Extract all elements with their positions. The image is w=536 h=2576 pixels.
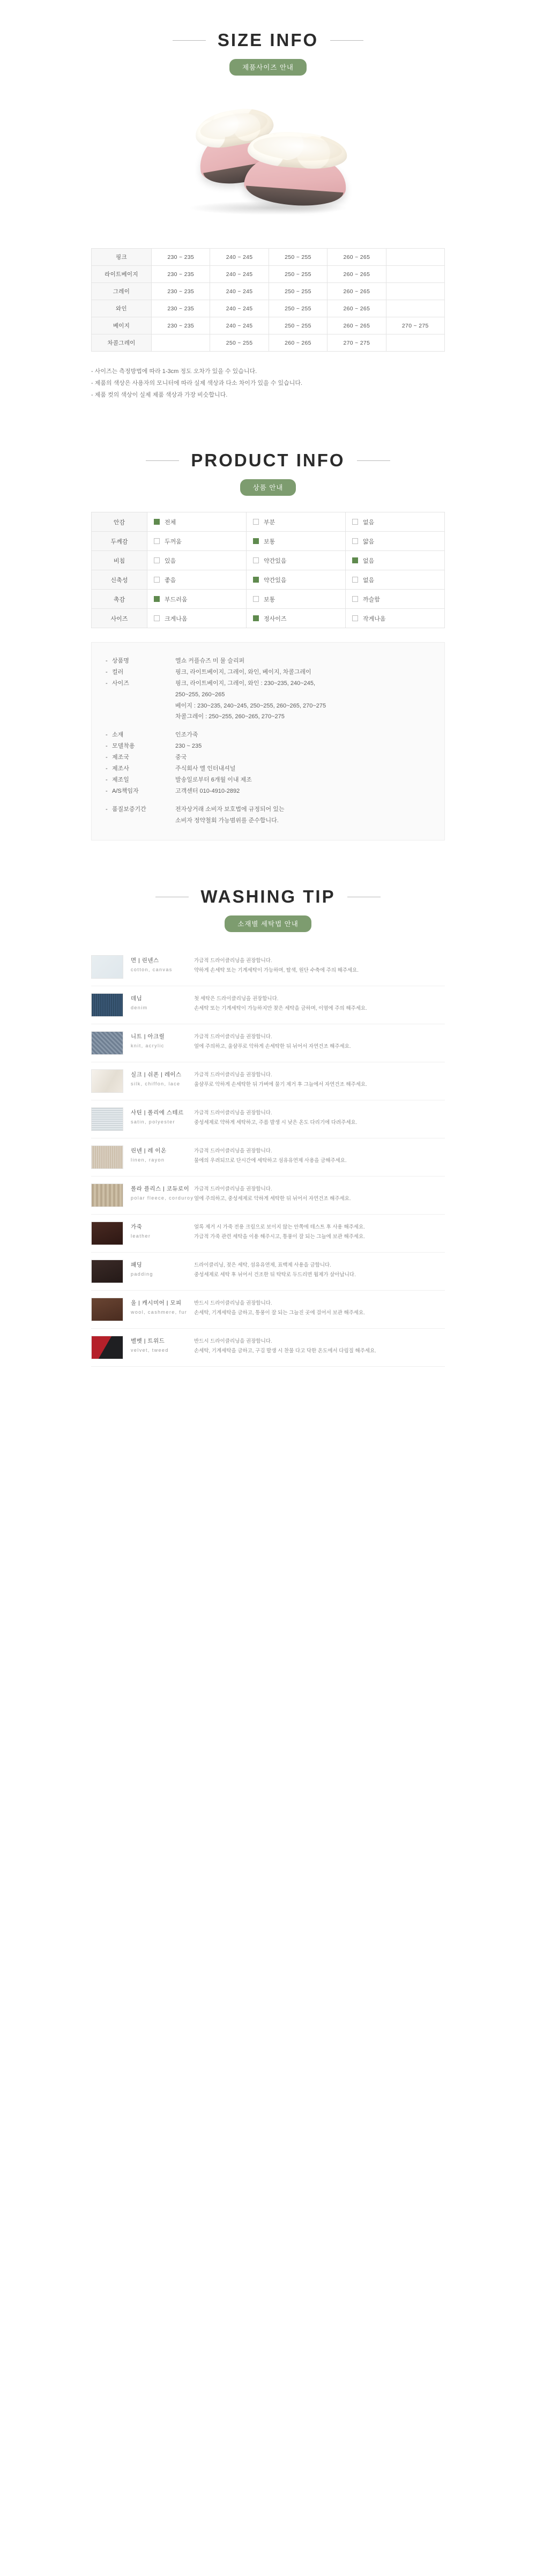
list-item <box>91 1177 445 1215</box>
size-cell: 240 ~ 245 <box>210 266 269 283</box>
size-cell: 240 ~ 245 <box>210 249 269 266</box>
spec-key-label: 컬러 <box>112 668 124 675</box>
size-note: - 제품 컷의 색상이 실제 제품 색상과 가장 비슷합니다. <box>91 392 228 398</box>
attribute-option[interactable] <box>147 590 247 609</box>
fabric-care-text <box>194 1069 445 1093</box>
attribute-option[interactable] <box>346 590 445 609</box>
spec-key-label: 제조일 <box>112 776 129 783</box>
table-row <box>92 609 445 628</box>
fabric-swatch <box>91 1260 123 1283</box>
fabric-care-text <box>194 1145 445 1169</box>
size-cell: 260 ~ 265 <box>327 300 386 317</box>
list-item <box>91 1024 445 1062</box>
fabric-care-line: 약하게 손세탁 또는 기계세탁이 가능하며, 탈색, 원단 수축에 주의 해주세요. <box>194 967 359 974</box>
rule-right <box>330 40 363 41</box>
checkbox-empty-icon[interactable] <box>253 596 259 602</box>
list-item <box>91 948 445 986</box>
table-row <box>92 266 445 283</box>
spec-key: - 제조사 <box>106 765 129 772</box>
spec-row <box>106 741 430 752</box>
fabric-name-en: padding <box>131 1271 153 1277</box>
attribute-option-label: 보통 <box>264 538 276 545</box>
table-row <box>92 300 445 317</box>
spec-value-line: 전자상거래 소비자 보호법에 규정되어 있는 <box>175 806 285 813</box>
fabric-care-line: 얼에 주의하고, 울샴푸로 악하게 손세탁한 뒤 뉘어서 자연건조 해주세요. <box>194 1044 351 1050</box>
size-cell <box>386 249 444 266</box>
size-row-label: 베이지 <box>92 317 152 334</box>
size-cell: 250 ~ 255 <box>269 317 327 334</box>
spec-value-line: 250~255, 260~265 <box>175 691 225 698</box>
size-cell <box>152 334 210 352</box>
checkbox-checked-icon[interactable] <box>352 557 358 563</box>
spec-value-line: 핑크, 라이트베이지, 그레이, 와인, 베이지, 차콜그레이 <box>175 668 311 675</box>
fabric-name-en: velvet, tweed <box>131 1347 169 1353</box>
size-cell: 270 ~ 275 <box>327 334 386 352</box>
spec-gap <box>106 797 430 804</box>
spec-key: - A/S책임자 <box>106 787 139 794</box>
size-cell <box>386 300 444 317</box>
fabric-name-kr: 니트 | 아크릴 <box>131 1033 165 1040</box>
spec-key-label: 제조사 <box>112 765 129 772</box>
fabric-care-line: 손세탁, 기계세탁을 금하고, 통풍이 잘 되는 그늘진 곳에 걸어서 보관 해주세요. <box>194 1310 365 1316</box>
size-cell: 240 ~ 245 <box>210 283 269 300</box>
table-row <box>92 249 445 266</box>
fabric-name <box>123 1107 194 1131</box>
list-item <box>91 1100 445 1138</box>
checkbox-empty-icon[interactable] <box>352 519 358 525</box>
spec-list <box>91 642 445 840</box>
fabric-name-en: polar fleece, corduroy <box>131 1195 194 1201</box>
checkbox-empty-icon[interactable] <box>154 615 160 621</box>
fabric-name-en: wool, cashmere, fur <box>131 1309 188 1315</box>
spec-row <box>106 667 430 678</box>
attribute-label: 비침 <box>92 551 147 570</box>
size-table-container <box>91 248 445 352</box>
attribute-option[interactable] <box>147 532 247 551</box>
fabric-name-kr: 가죽 <box>131 1224 143 1231</box>
spec-value <box>175 729 430 741</box>
spec-key-label: 모델착용 <box>112 743 135 750</box>
size-cell: 240 ~ 245 <box>210 300 269 317</box>
table-row <box>92 570 445 590</box>
fabric-name-en: leather <box>131 1233 151 1239</box>
attribute-option[interactable] <box>247 570 346 590</box>
size-cell: 260 ~ 265 <box>327 283 386 300</box>
spec-key: - 제조일 <box>106 776 129 783</box>
table-row <box>92 334 445 352</box>
size-cell: 250 ~ 255 <box>269 249 327 266</box>
fabric-name-kr: 폴라 플리스 | 코듀로이 <box>131 1186 190 1193</box>
section-spacer <box>0 840 536 887</box>
fabric-name-kr: 데님 <box>131 995 143 1002</box>
attribute-table <box>91 512 445 628</box>
size-cell: 260 ~ 265 <box>269 334 327 352</box>
checkbox-checked-icon[interactable] <box>154 519 160 525</box>
list-item <box>91 1329 445 1367</box>
checkbox-checked-icon[interactable] <box>253 577 259 583</box>
fabric-care-line: 가급적 드라이클리닝을 권장합니다. <box>194 958 272 964</box>
fabric-name-en: silk, chiffon, lace <box>131 1081 181 1087</box>
size-info-title: SIZE INFO <box>217 30 319 50</box>
slipper-front <box>243 122 350 209</box>
fabric-care-line: 울샴푸로 악하게 손세탁한 뒤 가벼에 물기 제거 후 그늘에서 자연건조 해주세요. <box>194 1082 367 1088</box>
fabric-care-text <box>194 1183 445 1207</box>
list-item <box>91 1062 445 1100</box>
fabric-care-line: 가급적 드라이클리닝을 권장합니다. <box>194 1034 272 1040</box>
fabric-care-text <box>194 1298 445 1321</box>
attribute-label: 사이즈 <box>92 609 147 628</box>
attribute-option[interactable] <box>346 532 445 551</box>
attribute-option[interactable] <box>247 551 346 570</box>
attribute-option-label: 있음 <box>165 557 176 564</box>
fabric-name <box>123 1298 194 1321</box>
size-cell: 260 ~ 265 <box>327 249 386 266</box>
attribute-option-label: 보통 <box>264 596 276 603</box>
attribute-option-label: 없음 <box>363 519 375 526</box>
size-cell: 250 ~ 255 <box>210 334 269 352</box>
spec-row <box>106 775 430 786</box>
spec-value-line: 엘쇼 커플슈즈 미 뮬 슬리퍼 <box>175 658 245 664</box>
attribute-option[interactable] <box>346 551 445 570</box>
size-cell <box>386 266 444 283</box>
fabric-name <box>123 1336 194 1359</box>
fabric-name-kr: 울 | 캐시미어 | 모피 <box>131 1300 182 1307</box>
fabric-care-text <box>194 1107 445 1131</box>
attribute-label: 신축성 <box>92 570 147 590</box>
size-cell <box>386 334 444 352</box>
spec-key-label: 소재 <box>112 732 124 739</box>
fabric-swatch <box>91 993 123 1017</box>
attribute-table-container <box>91 512 445 628</box>
fabric-care-text <box>194 1031 445 1055</box>
checkbox-checked-icon[interactable] <box>253 538 259 544</box>
spec-value-line: 중국 <box>175 754 187 761</box>
spec-value <box>175 667 430 678</box>
spec-value-line: 인조가죽 <box>175 732 198 739</box>
checkbox-checked-icon[interactable] <box>154 596 160 602</box>
fabric-name <box>123 1222 194 1245</box>
washing-tip-title: WASHING TIP <box>200 887 336 907</box>
fabric-name-kr: 린넨 | 레 이온 <box>131 1148 167 1155</box>
spec-key-label: 상품명 <box>112 658 129 664</box>
attribute-option-label: 정사이즈 <box>264 615 287 622</box>
size-row-label: 라이트베이지 <box>92 266 152 283</box>
attribute-option-label: 부드러움 <box>165 596 188 603</box>
fabric-care-line: 가급적 드라이클리닝을 권장합니다. <box>194 1072 272 1078</box>
spec-value <box>175 741 430 752</box>
top-spacer <box>0 0 536 30</box>
checkbox-checked-icon[interactable] <box>253 615 259 621</box>
fabric-swatch <box>91 1031 123 1055</box>
table-row <box>92 512 445 532</box>
spec-gap <box>106 723 430 729</box>
table-row <box>92 590 445 609</box>
spec-value-line: 베이지 : 230~235, 240~245, 250~255, 260~265, 270~275 <box>175 702 326 709</box>
attribute-option-label: 얇음 <box>363 538 375 545</box>
attribute-option-label: 크게나옴 <box>165 615 188 622</box>
fabric-name-kr: 패딩 <box>131 1262 143 1269</box>
fabric-name-kr: 실크 | 쉬폰 | 레이스 <box>131 1071 182 1078</box>
spec-key: - 소재 <box>106 732 124 739</box>
fabric-swatch <box>91 1069 123 1093</box>
size-row-label: 차콜그레이 <box>92 334 152 352</box>
fabric-care-line: 첫 세탁은 드라이클리닝을 권장합니다. <box>194 996 279 1002</box>
spec-key-label: 품질보증기간 <box>112 806 146 813</box>
spec-key: - 제조국 <box>106 754 129 761</box>
attribute-option[interactable] <box>247 590 346 609</box>
attribute-option[interactable] <box>147 609 247 628</box>
spec-value <box>175 804 430 827</box>
fabric-name-en: cotton, canvas <box>131 967 173 973</box>
list-item <box>91 1138 445 1177</box>
washing-tip-heading <box>0 887 536 932</box>
attribute-label: 안감 <box>92 512 147 532</box>
spec-value <box>175 678 430 723</box>
attribute-option[interactable] <box>147 570 247 590</box>
spec-key: - 품질보증기간 <box>106 806 146 813</box>
bottom-spacer <box>0 1367 536 1388</box>
checkbox-empty-icon[interactable] <box>352 577 358 583</box>
table-row <box>92 283 445 300</box>
fabric-name <box>123 1069 194 1093</box>
product-info-heading <box>0 450 536 496</box>
size-notes <box>91 366 445 401</box>
spec-key: - 사이즈 <box>106 680 129 687</box>
spec-key: - 컬러 <box>106 668 124 675</box>
attribute-option-label: 좋음 <box>165 577 176 584</box>
spec-value <box>175 763 430 775</box>
spec-row <box>106 804 430 827</box>
size-cell: 230 ~ 235 <box>152 317 210 334</box>
spec-row <box>106 763 430 775</box>
product-info-title: PRODUCT INFO <box>191 450 345 470</box>
table-row <box>92 532 445 551</box>
fabric-name <box>123 955 194 979</box>
size-cell: 230 ~ 235 <box>152 283 210 300</box>
attribute-label: 두께감 <box>92 532 147 551</box>
spec-value-line: 230 ~ 235 <box>175 743 202 750</box>
fabric-care-line: 손세탁, 기계세탁을 금하고, 구김 발생 시 찬물 다고 닥한 온도에서 다림질 해주세요. <box>194 1348 376 1354</box>
fabric-care-text <box>194 955 445 979</box>
spec-key-label: 제조국 <box>112 754 129 761</box>
fabric-name <box>123 1260 194 1283</box>
checkbox-empty-icon[interactable] <box>352 538 358 544</box>
list-item <box>91 986 445 1024</box>
fabric-swatch <box>91 955 123 979</box>
rule-left <box>173 40 206 41</box>
checkbox-empty-icon[interactable] <box>253 557 259 563</box>
fabric-care-line: 드라이클리닝, 젖은 세탁, 섬유유연제, 표백제 사용을 금합니다. <box>194 1262 331 1269</box>
fabric-care-line: 중성세제로 세탁 후 뉘어서 건조한 뒤 탁탁로 두드리면 웜제가 살아납니다. <box>194 1272 356 1278</box>
fabric-name-en: linen, rayon <box>131 1157 165 1163</box>
fabric-name <box>123 1145 194 1169</box>
fabric-care-line: 얼록 제거 시 가죽 전용 크림으로 보이지 않는 안쪽에 테스트 후 사용 해주세요. <box>194 1224 365 1231</box>
spec-row <box>106 729 430 741</box>
spec-key: - 모델착용 <box>106 743 135 750</box>
spec-row <box>106 752 430 763</box>
size-cell: 270 ~ 275 <box>386 317 444 334</box>
checkbox-empty-icon[interactable] <box>154 557 160 563</box>
checkbox-empty-icon[interactable] <box>154 538 160 544</box>
fabric-care-line: 가급적 드라이클리닝을 권장합니다. <box>194 1186 272 1193</box>
fabric-name-kr: 벨벳 | 트위드 <box>131 1338 165 1345</box>
spec-value <box>175 786 430 797</box>
attribute-option-label: 작게나옴 <box>363 615 386 622</box>
spec-row <box>106 656 430 667</box>
fabric-care-text <box>194 1222 445 1245</box>
spec-row <box>106 678 430 723</box>
size-cell: 240 ~ 245 <box>210 317 269 334</box>
size-cell: 250 ~ 255 <box>269 266 327 283</box>
spec-row <box>106 786 430 797</box>
spec-value-line: 차콜그레이 : 250~255, 260~265, 270~275 <box>175 713 285 720</box>
fabric-swatch <box>91 1298 123 1321</box>
fabric-name <box>123 1031 194 1055</box>
fabric-name-kr: 사틴 | 폴리에 스테르 <box>131 1110 184 1116</box>
product-info-subtitle: 상품 안내 <box>240 479 296 496</box>
size-cell: 230 ~ 235 <box>152 266 210 283</box>
attribute-option-label: 두꺼움 <box>165 538 182 545</box>
size-info-heading <box>0 30 536 76</box>
size-row-label: 그레이 <box>92 283 152 300</box>
size-row-label: 핑크 <box>92 249 152 266</box>
attribute-label: 촉감 <box>92 590 147 609</box>
fabric-care-text <box>194 993 445 1017</box>
checkbox-empty-icon[interactable] <box>154 577 160 583</box>
fabric-name-en: satin, polyester <box>131 1119 175 1125</box>
rule-right <box>357 460 390 461</box>
fabric-care-line: 얼에 주의하고, 중성세제로 악하게 세탁한 뒤 뉘어서 자연건조 해주세요. <box>194 1196 351 1202</box>
fabric-care-line: 가급적 드라이클리닝을 권장합니다. <box>194 1110 272 1116</box>
attribute-option[interactable] <box>147 551 247 570</box>
checkbox-empty-icon[interactable] <box>352 615 358 621</box>
spec-value <box>175 752 430 763</box>
size-table <box>91 248 445 352</box>
washing-tip-list <box>91 948 445 1367</box>
fabric-name-en: denim <box>131 1005 148 1011</box>
fabric-swatch <box>91 1107 123 1131</box>
fabric-care-line: 손세탁 또는 기계세탁이 가능하지만 찾은 세탁을 금하며, 이염에 주의 해주세요. <box>194 1006 367 1012</box>
fabric-swatch <box>91 1222 123 1245</box>
size-cell: 260 ~ 265 <box>327 317 386 334</box>
checkbox-empty-icon[interactable] <box>352 596 358 602</box>
fabric-swatch <box>91 1183 123 1207</box>
product-hero-image <box>0 98 536 232</box>
attribute-option-label: 까슬함 <box>363 596 380 603</box>
size-cell: 230 ~ 235 <box>152 249 210 266</box>
spec-value <box>175 775 430 786</box>
checkbox-empty-icon[interactable] <box>253 519 259 525</box>
list-item <box>91 1253 445 1291</box>
fabric-care-text <box>194 1336 445 1359</box>
size-info-subtitle: 제품사이즈 안내 <box>229 59 307 76</box>
attribute-option[interactable] <box>346 609 445 628</box>
size-cell: 250 ~ 255 <box>269 300 327 317</box>
size-row-label: 와인 <box>92 300 152 317</box>
fabric-swatch <box>91 1145 123 1169</box>
attribute-option[interactable] <box>247 532 346 551</box>
attribute-option[interactable] <box>247 512 346 532</box>
attribute-option[interactable] <box>247 609 346 628</box>
fabric-care-line: 반드시 드라이클리닝을 권장합니다. <box>194 1300 272 1307</box>
attribute-option[interactable] <box>346 512 445 532</box>
table-row <box>92 551 445 570</box>
size-cell: 250 ~ 255 <box>269 283 327 300</box>
spec-value-line: 발송일로부터 6개월 이내 제조 <box>175 776 252 783</box>
spec-value-line: 핑크, 라이트베이지, 그레이, 와인 : 230~235, 240~245, <box>175 680 316 687</box>
size-cell <box>386 283 444 300</box>
size-cell: 230 ~ 235 <box>152 300 210 317</box>
spec-value-line: 고객센터 010-4910-2892 <box>175 787 240 794</box>
attribute-option[interactable] <box>147 512 247 532</box>
fabric-care-line: 가급적 가죽 관련 세탁을 이용 해주시고, 통풍이 잘 되는 그늘에 보관 해주세요. <box>194 1234 365 1240</box>
attribute-option[interactable] <box>346 570 445 590</box>
size-cell: 260 ~ 265 <box>327 266 386 283</box>
attribute-option-label: 약간있음 <box>264 577 287 584</box>
fabric-name <box>123 993 194 1017</box>
fabric-name-en: knit, acrylic <box>131 1043 165 1049</box>
attribute-option-label: 부분 <box>264 519 276 526</box>
attribute-option-label: 약간있음 <box>264 557 287 564</box>
section-spacer <box>0 401 536 450</box>
list-item <box>91 1215 445 1253</box>
fabric-name <box>123 1183 194 1207</box>
washing-tip-subtitle: 소재별 세탁법 안내 <box>225 915 311 932</box>
fabric-care-line: 중성세제로 약하게 세탁하고, 주름 발생 시 낮은 온도 다리기에 다려주세요. <box>194 1120 358 1126</box>
spec-key-label: 사이즈 <box>112 680 129 687</box>
size-note: - 제품의 색상은 사용자의 모니터에 따라 실제 색상과 다소 차이가 있을 수 있습니다. <box>91 380 303 386</box>
attribute-option-label: 없음 <box>363 557 375 564</box>
spec-key-label: A/S책임자 <box>112 787 139 794</box>
fabric-care-text <box>194 1260 445 1283</box>
attribute-option-label: 없음 <box>363 577 375 584</box>
fabric-care-line: 반드시 드라이클리닝을 권장합니다. <box>194 1338 272 1345</box>
spec-value <box>175 656 430 667</box>
fabric-care-line: 가급적 드라이클리닝을 권장합니다. <box>194 1148 272 1155</box>
table-row <box>92 317 445 334</box>
attribute-option-label: 전체 <box>165 519 176 526</box>
size-note: - 사이즈는 측정방법에 따라 1-3cm 정도 오차가 있을 수 있습니다. <box>91 368 257 375</box>
spec-value-line: 주식회사 엘 인터내셔널 <box>175 765 236 772</box>
spec-value-line: 소비자 정약철회 가능범위를 준수합니다. <box>175 817 279 824</box>
fabric-name-kr: 면 | 린넨스 <box>131 957 159 964</box>
fabric-swatch <box>91 1336 123 1359</box>
spec-key: - 상품명 <box>106 658 129 664</box>
list-item <box>91 1291 445 1329</box>
fabric-care-line: 물에의 우려되므로 단시간에 세탁하고 섬유유연제 사용을 금해주세요. <box>194 1158 347 1164</box>
rule-left <box>146 460 179 461</box>
